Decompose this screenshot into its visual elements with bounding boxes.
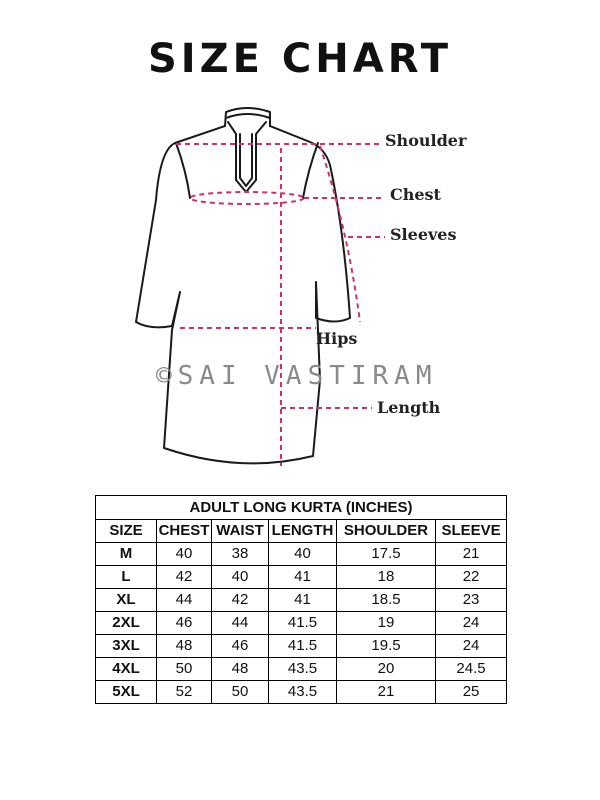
table-cell: 25 — [436, 681, 507, 704]
table-cell: 24.5 — [436, 658, 507, 681]
table-cell: 40 — [157, 543, 212, 566]
table-cell: 18 — [337, 566, 436, 589]
table-cell: 42 — [212, 589, 269, 612]
table-row — [96, 543, 507, 566]
table-cell: 21 — [436, 543, 507, 566]
table-cell: 17.5 — [337, 543, 436, 566]
table-cell: 43.5 — [269, 681, 337, 704]
kurta-outline — [136, 126, 350, 463]
size-cell: M — [96, 543, 157, 566]
table-caption: ADULT LONG KURTA (INCHES) — [96, 496, 507, 520]
size-cell: 5XL — [96, 681, 157, 704]
table-cell: 23 — [436, 589, 507, 612]
column-header: WAIST — [212, 520, 269, 543]
table-row — [96, 612, 507, 635]
label-length: Length — [377, 398, 441, 417]
table-cell: 41 — [269, 589, 337, 612]
table-row — [96, 566, 507, 589]
table-cell: 40 — [212, 566, 269, 589]
table-cell: 21 — [337, 681, 436, 704]
right-armhole — [303, 143, 318, 198]
table-cell: 50 — [157, 658, 212, 681]
table-cell: 41 — [269, 566, 337, 589]
table-cell: 19.5 — [337, 635, 436, 658]
table-cell: 38 — [212, 543, 269, 566]
size-cell: 4XL — [96, 658, 157, 681]
table-cell: 24 — [436, 635, 507, 658]
size-cell: XL — [96, 589, 157, 612]
table-row — [96, 635, 507, 658]
table-cell: 20 — [337, 658, 436, 681]
label-chest: Chest — [390, 185, 441, 204]
table-cell: 48 — [157, 635, 212, 658]
label-hips: Hips — [316, 329, 358, 348]
table-cell: 40 — [269, 543, 337, 566]
table-cell: 48 — [212, 658, 269, 681]
table-row — [96, 681, 507, 704]
table-header-row — [96, 520, 507, 543]
column-header: LENGTH — [269, 520, 337, 543]
table-cell: 44 — [212, 612, 269, 635]
size-cell: 3XL — [96, 635, 157, 658]
table-cell: 42 — [157, 566, 212, 589]
table-row — [96, 589, 507, 612]
table-cell: 41.5 — [269, 612, 337, 635]
table-cell: 52 — [157, 681, 212, 704]
column-header: SIZE — [96, 520, 157, 543]
chest-line — [190, 192, 304, 204]
size-cell: L — [96, 566, 157, 589]
table-cell: 46 — [157, 612, 212, 635]
collar-band — [226, 114, 270, 118]
kurta-placket — [228, 122, 266, 192]
size-table — [95, 495, 507, 704]
table-cell: 50 — [212, 681, 269, 704]
sleeve-line — [320, 146, 360, 322]
column-header: CHEST — [157, 520, 212, 543]
table-cell: 41.5 — [269, 635, 337, 658]
table-cell: 19 — [337, 612, 436, 635]
label-shoulder: Shoulder — [385, 131, 467, 150]
column-header: SLEEVE — [436, 520, 507, 543]
size-cell: 2XL — [96, 612, 157, 635]
page-title: SIZE CHART — [147, 36, 453, 82]
table-cell: 24 — [436, 612, 507, 635]
table-cell: 22 — [436, 566, 507, 589]
table-row — [96, 658, 507, 681]
column-header: SHOULDER — [337, 520, 436, 543]
table-cell: 18.5 — [337, 589, 436, 612]
watermark: ©SAI VASTIRAM — [156, 361, 438, 391]
placket-inner — [240, 134, 252, 186]
table-cell: 46 — [212, 635, 269, 658]
left-armhole — [176, 143, 190, 198]
table-cell: 44 — [157, 589, 212, 612]
table-cell: 43.5 — [269, 658, 337, 681]
label-sleeves: Sleeves — [390, 225, 457, 244]
